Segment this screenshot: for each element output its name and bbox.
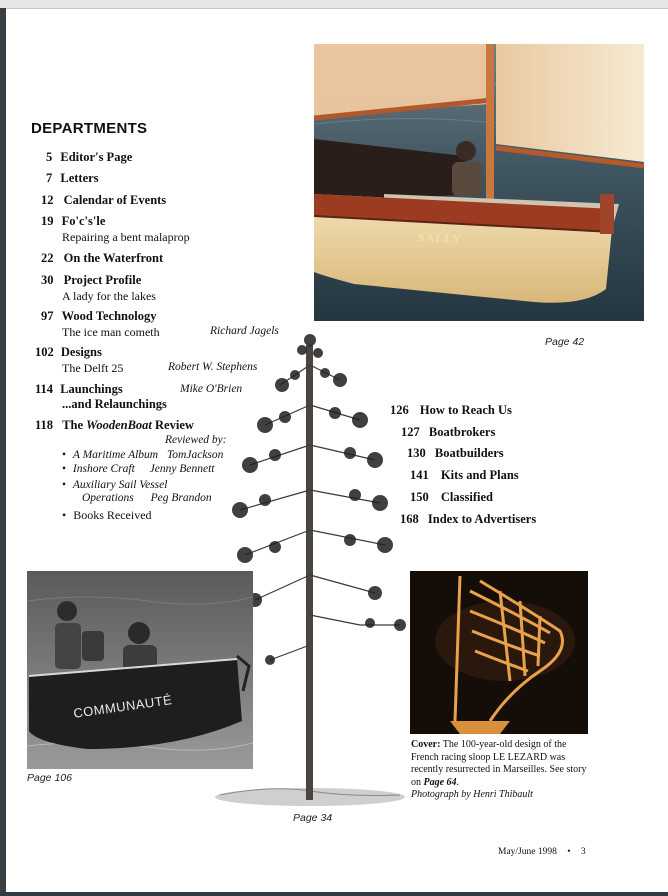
entry-index-advertisers	[400, 512, 536, 527]
rowboat-name: COMMUNAUTÉ	[72, 692, 174, 721]
cover-caption	[411, 739, 589, 802]
cover-label: Cover:	[411, 739, 441, 750]
bullet: •	[62, 463, 67, 475]
entry-title: How to Reach Us	[419, 403, 512, 417]
entry-title-the: The	[62, 418, 84, 432]
entry-designs-sub: The Delft 25	[62, 361, 124, 375]
entry-page-number: 12	[41, 193, 54, 207]
viewer-left-edge	[0, 8, 6, 896]
entry-title: Fo'c's'le	[61, 214, 106, 228]
footer-bullet: •	[567, 847, 571, 857]
entry-focsle-sub: Repairing a bent malaprop	[62, 230, 190, 244]
review-books-received	[62, 508, 152, 523]
entry-calendar	[41, 193, 166, 208]
entry-project-profile-sub: A lady for the lakes	[62, 289, 156, 303]
entry-title: Designs	[60, 345, 102, 359]
entry-launchings	[35, 382, 123, 397]
review-item-title-continued: Operations	[82, 492, 134, 504]
departments-heading: DEPARTMENTS	[31, 120, 148, 137]
entry-boatbuilders	[407, 446, 504, 461]
entry-page-number: 22	[41, 251, 54, 265]
caption-sailboat: Page 42	[545, 336, 585, 348]
entry-page-number: 150	[410, 490, 429, 504]
caption-rowboat: Page 106	[27, 772, 72, 784]
entry-title: Wood Technology	[61, 309, 157, 323]
review-item-title: Inshore Craft	[72, 463, 135, 475]
entry-page-number: 97	[41, 309, 54, 323]
entry-title: Editor's Page	[60, 150, 133, 164]
page-footer	[498, 847, 586, 857]
entry-project-profile	[41, 273, 141, 288]
entry-title: Letters	[60, 171, 99, 185]
entry-page-number: 7	[46, 171, 53, 185]
entry-page-number: 130	[407, 446, 426, 460]
entry-title: On the Waterfront	[63, 251, 164, 265]
review-item-continued	[82, 492, 212, 504]
cover-credit: Photograph by Henri Thibault	[411, 789, 533, 800]
entry-designs	[35, 345, 102, 360]
review-item-reviewer: TomJackson	[166, 449, 224, 461]
entry-page-number: 168	[400, 512, 419, 526]
review-item	[62, 463, 214, 475]
review-item-title: A Maritime Album	[72, 449, 159, 461]
page-number: 3	[580, 847, 586, 857]
entry-title: Classified	[440, 490, 493, 504]
books-received-label: Books Received	[73, 508, 152, 522]
reviewed-by-label: Reviewed by:	[165, 434, 227, 446]
entry-title-magazine: WoodenBoat	[86, 418, 152, 432]
entry-page-number: 30	[41, 273, 54, 287]
entry-page-number: 114	[35, 382, 54, 396]
cover-description: The 100-year-old design of the French racing sloop LE LEZARD was recently resurrected in Marseilles. See story on	[411, 739, 587, 788]
entry-classified	[410, 490, 493, 505]
entry-focsle	[41, 214, 105, 229]
review-item-reviewer: Jenny Bennett	[149, 463, 215, 475]
entry-page-number: 141	[410, 468, 429, 482]
entry-launchings-author: Mike O'Brien	[180, 383, 243, 395]
entry-relaunchings: ...and Relaunchings	[62, 397, 167, 411]
viewer-bottom-edge	[0, 892, 668, 896]
entry-title: Boatbrokers	[428, 425, 496, 439]
bullet: •	[62, 479, 67, 491]
caption-tree: Page 34	[293, 812, 333, 824]
entry-page-number: 118	[35, 418, 54, 432]
entry-wood-technology	[41, 309, 156, 324]
entry-kits-and-plans	[410, 468, 519, 483]
entry-page-number: 19	[41, 214, 54, 228]
entry-title: Kits and Plans	[440, 468, 519, 482]
entry-title: Index to Advertisers	[427, 512, 537, 526]
sailboat-name: SALLY	[417, 229, 463, 247]
entry-page-number: 127	[401, 425, 420, 439]
entry-page-number: 5	[46, 150, 53, 164]
entry-wood-technology-sub: The ice man cometh	[62, 325, 160, 339]
entry-title: Project Profile	[63, 273, 142, 287]
entry-boatbrokers	[401, 425, 495, 440]
entry-wood-technology-author: Richard Jagels	[210, 325, 279, 337]
review-item	[62, 479, 167, 491]
entry-letters	[46, 171, 99, 186]
cover-photo	[410, 571, 588, 734]
entry-review	[35, 418, 194, 433]
review-item	[62, 449, 223, 461]
entry-page-number: 102	[35, 345, 54, 359]
viewer-top-edge	[0, 0, 668, 9]
review-item-reviewer: Peg Brandon	[150, 492, 212, 504]
entry-title: Boatbuilders	[434, 446, 504, 460]
sailboat-photo	[314, 44, 644, 321]
bullet: •	[62, 508, 67, 522]
rowboat-photo	[27, 571, 253, 769]
entry-page-number: 126	[390, 403, 409, 417]
entry-waterfront	[41, 251, 163, 266]
entry-editors-page	[46, 150, 132, 165]
cover-page-ref: Page 64	[423, 776, 457, 788]
cover-period: .	[456, 776, 460, 788]
review-item-title: Auxiliary Sail Vessel	[72, 479, 168, 491]
entry-title: Launchings	[60, 382, 123, 396]
entry-title-review: Review	[155, 418, 194, 432]
entry-title: Calendar of Events	[63, 193, 167, 207]
issue-date: May/June 1998	[498, 847, 557, 857]
bullet: •	[62, 449, 67, 461]
entry-designs-author: Robert W. Stephens	[168, 361, 258, 373]
